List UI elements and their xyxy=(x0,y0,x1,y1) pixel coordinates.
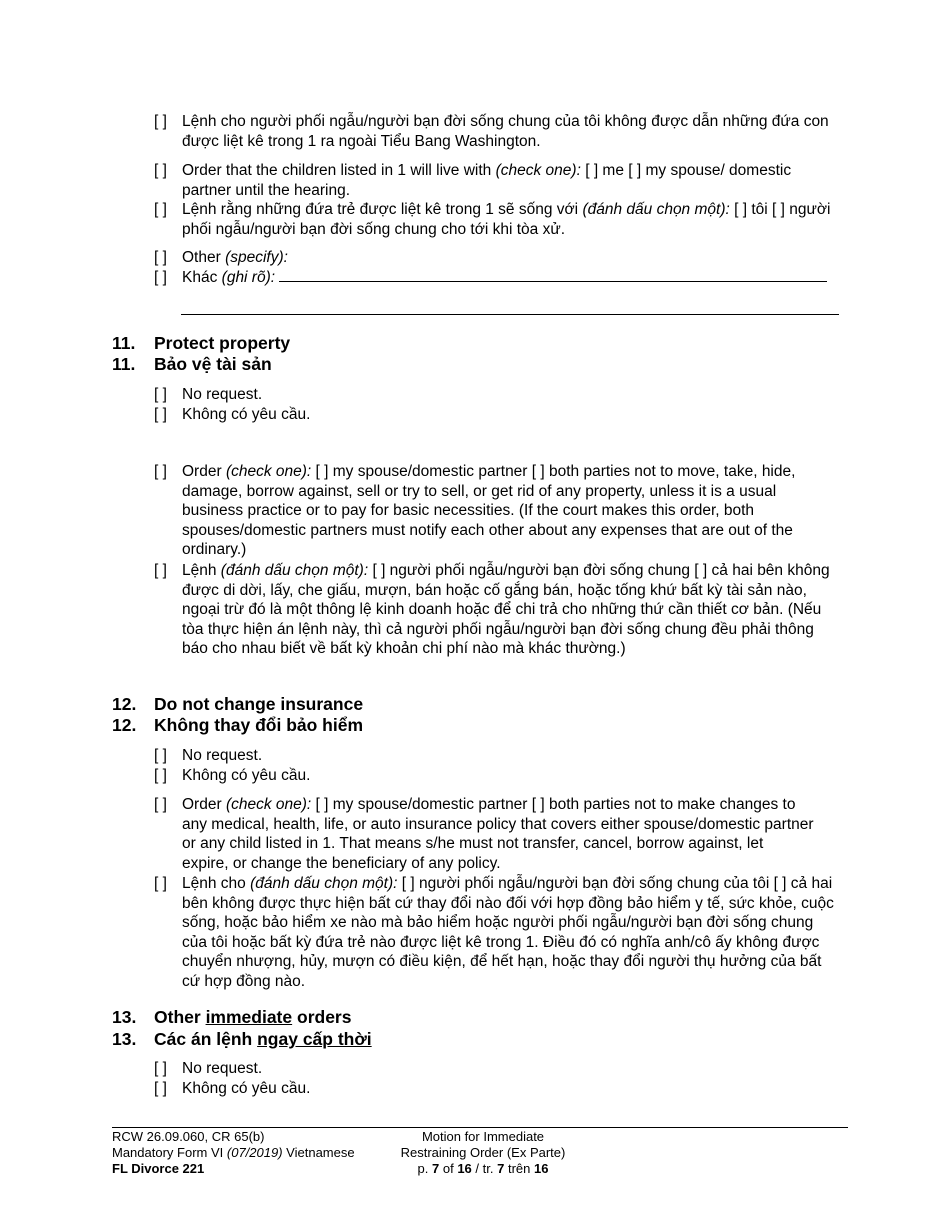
footer-form-date: (07/2019) xyxy=(226,1145,283,1160)
s12-order-en xyxy=(154,795,814,873)
section-number: 13. xyxy=(112,1029,137,1049)
item-text: Không có yêu cầu. xyxy=(182,1080,311,1097)
other-specify-line[interactable] xyxy=(279,280,827,282)
footer-left xyxy=(112,1129,355,1177)
page-num: 7 xyxy=(432,1161,440,1176)
item-text: [ ] my spouse/domestic partner [ ] both parties not to move, take, hide, damage, borrow against, sell or try to sell, or get rid of any property, unless it is a usual business practice or to pay for basic necessities. (If the court makes this order, both spouses/domestic partners must notify each other about any expenses that are out of the ordinary.) xyxy=(182,463,796,559)
section-title: Protect property xyxy=(154,333,291,353)
page-p: p. xyxy=(417,1161,429,1176)
s12-order-vi xyxy=(154,874,839,992)
s11-order-vi xyxy=(154,561,839,659)
item-text: Order xyxy=(182,463,222,480)
section-12-heading-vi xyxy=(112,714,363,736)
page-num-vi: 7 xyxy=(497,1161,505,1176)
item-text: Lệnh xyxy=(182,562,217,579)
footer-form-language: Vietnamese xyxy=(286,1145,355,1160)
s11-order-en xyxy=(154,462,839,560)
section-13-heading-vi xyxy=(112,1028,372,1050)
section-12-heading-en xyxy=(112,693,363,715)
item-text: Không có yêu cầu. xyxy=(182,767,311,784)
checkbox[interactable]: [ ] xyxy=(154,269,167,286)
footer-title-2: Restraining Order (Ex Parte) xyxy=(400,1145,566,1160)
s13-no-request-en xyxy=(154,1059,844,1079)
s11-no-request-vi xyxy=(154,405,844,425)
checkbox[interactable]: [ ] xyxy=(154,406,167,423)
section-title: Other xyxy=(154,1007,201,1027)
checkbox[interactable]: [ ] xyxy=(154,249,167,266)
section-number: 11. xyxy=(112,333,136,353)
checkbox[interactable]: [ ] xyxy=(154,562,167,579)
section-number: 12. xyxy=(112,694,137,714)
s12-no-request-en xyxy=(154,746,844,766)
item-text: Order xyxy=(182,796,222,813)
other-vi xyxy=(154,268,844,288)
item-text: [ ] me [ ] my spouse/ domestic partner until the hearing. xyxy=(182,162,792,199)
item-text: [ ] tôi [ ] người phối ngẫu/người bạn đời sống chung cho tới khi tòa xử. xyxy=(182,201,831,238)
page-tren: trên xyxy=(507,1161,531,1176)
checkbox[interactable]: [ ] xyxy=(154,767,167,784)
section-title-underlined: ngay cấp thời xyxy=(257,1029,372,1049)
footer-center xyxy=(396,1129,570,1177)
children-live-with-en xyxy=(154,161,844,200)
footer-divider xyxy=(112,1127,848,1128)
section-13-heading-en xyxy=(112,1006,351,1028)
checkbox[interactable]: [ ] xyxy=(154,875,167,892)
item-text: Other xyxy=(182,249,221,266)
checkbox[interactable]: [ ] xyxy=(154,1060,167,1077)
footer-rcw: RCW 26.09.060, CR 65(b) xyxy=(112,1129,265,1144)
checkbox[interactable]: [ ] xyxy=(154,201,167,218)
check-one-hint: (đánh dấu chọn một): xyxy=(582,201,730,218)
footer-form-label: Mandatory Form VI xyxy=(112,1145,224,1160)
footer-title-1: Motion for Immediate xyxy=(421,1129,545,1144)
page-total-vi: 16 xyxy=(534,1161,549,1176)
check-one-hint: (đánh dấu chọn một): xyxy=(220,562,369,579)
item-text: No request. xyxy=(182,386,263,403)
other-en xyxy=(154,248,844,268)
checkbox[interactable]: [ ] xyxy=(154,747,167,764)
specify-hint: (specify): xyxy=(225,249,288,266)
footer-page-number xyxy=(396,1161,570,1177)
checkbox[interactable]: [ ] xyxy=(154,113,167,130)
checkbox[interactable]: [ ] xyxy=(154,1080,167,1097)
s11-no-request-en xyxy=(154,385,844,405)
item-text: [ ] người phối ngẫu/người bạn đời sống chung [ ] cả hai bên không được di dời, lấy, che giấu, mượn, bán hoặc cố gắng bán, hoặc tống khứ bất kỳ tài sản nào, ngoại trừ đó là một thông lệ kinh doanh hoặc để chi trả cho những thứ cần thiết cơ bản. (Nếu tòa thực hiện án lệnh này, thì cả người phối ngẫu/người bạn đời sống chung đều phải thông báo cho nhau biết về bất kỳ khoản chi phí nào mà khác thường.) xyxy=(182,562,830,658)
check-one-hint: (check one): xyxy=(225,463,312,480)
footer-form-id: FL Divorce 221 xyxy=(112,1161,205,1176)
checkbox[interactable]: [ ] xyxy=(154,796,167,813)
section-title-underlined: immediate xyxy=(205,1007,293,1027)
section-title: orders xyxy=(297,1007,352,1027)
item-text: No request. xyxy=(182,747,263,764)
item-text: [ ] người phối ngẫu/người bạn đời sống chung của tôi [ ] cả hai bên không được thực hiện bất cứ thay đổi nào đối với hợp đồng bảo hiểm y tế, sức khỏe, cuộc sống, hoặc bảo hiểm xe nào mà bảo hiểm hoặc người phối ngẫu/người bạn đời sống chung của tôi hoặc bất kỳ đứa trẻ nào được liệt kê trong 1. Điều đó có nghĩa anh/cô ấy không được chuyển nhượng, hủy, mượn có điều kiện, để hết hạn, hoặc thay đổi người thụ hưởng của bất cứ hợp đồng nào. xyxy=(182,875,834,990)
checkbox[interactable]: [ ] xyxy=(154,386,167,403)
section-title: Bảo vệ tài sản xyxy=(154,354,272,374)
page-total: 16 xyxy=(457,1161,472,1176)
section-number: 13. xyxy=(112,1007,137,1027)
item-text: [ ] my spouse/domestic partner [ ] both parties not to make changes to any medical, health, life, or auto insurance policy that covers either spouse/domestic partner or any child listed in 1. That means s/he must not transfer, cancel, borrow against, let expire, or change the beneficiary of any policy. xyxy=(182,796,814,872)
section-number: 12. xyxy=(112,715,137,735)
page-of: of xyxy=(442,1161,454,1176)
check-one-hint: (check one): xyxy=(225,796,312,813)
specify-hint: (ghi rõ): xyxy=(221,269,276,286)
footer-form xyxy=(112,1145,355,1161)
check-one-hint: (check one): xyxy=(495,162,581,179)
item-text: Không có yêu cầu. xyxy=(182,406,311,423)
item-text: Order that the children listed in 1 will live with xyxy=(182,162,492,179)
section-title: Do not change insurance xyxy=(154,694,364,714)
other-specify-line-2[interactable] xyxy=(181,314,839,315)
section-number: 11. xyxy=(112,354,136,374)
item-text: No request. xyxy=(182,1060,263,1077)
checkbox[interactable]: [ ] xyxy=(154,162,167,179)
checkbox[interactable]: [ ] xyxy=(154,463,167,480)
item-text: Khác xyxy=(182,269,218,286)
item-text: Lệnh cho xyxy=(182,875,246,892)
check-one-hint: (đánh dấu chọn một): xyxy=(250,875,398,892)
item-text: Lệnh rằng những đứa trẻ được liệt kê trong 1 sẽ sống với xyxy=(182,201,579,218)
children-no-remove-vi xyxy=(154,112,844,151)
s12-no-request-vi xyxy=(154,766,844,786)
s13-no-request-vi xyxy=(154,1079,844,1099)
section-11-heading-vi xyxy=(112,353,272,375)
section-title: Không thay đổi bảo hiểm xyxy=(154,715,364,735)
section-11-heading-en xyxy=(112,332,290,354)
page-sep: / tr. xyxy=(475,1161,494,1176)
section-title: Các án lệnh xyxy=(154,1029,253,1049)
item-text: Lệnh cho người phối ngẫu/người bạn đời sống chung của tôi không được dẫn những đứa con được liệt kê trong 1 ra ngoài Tiểu Bang Washington. xyxy=(182,113,829,150)
children-live-with-vi xyxy=(154,200,844,239)
